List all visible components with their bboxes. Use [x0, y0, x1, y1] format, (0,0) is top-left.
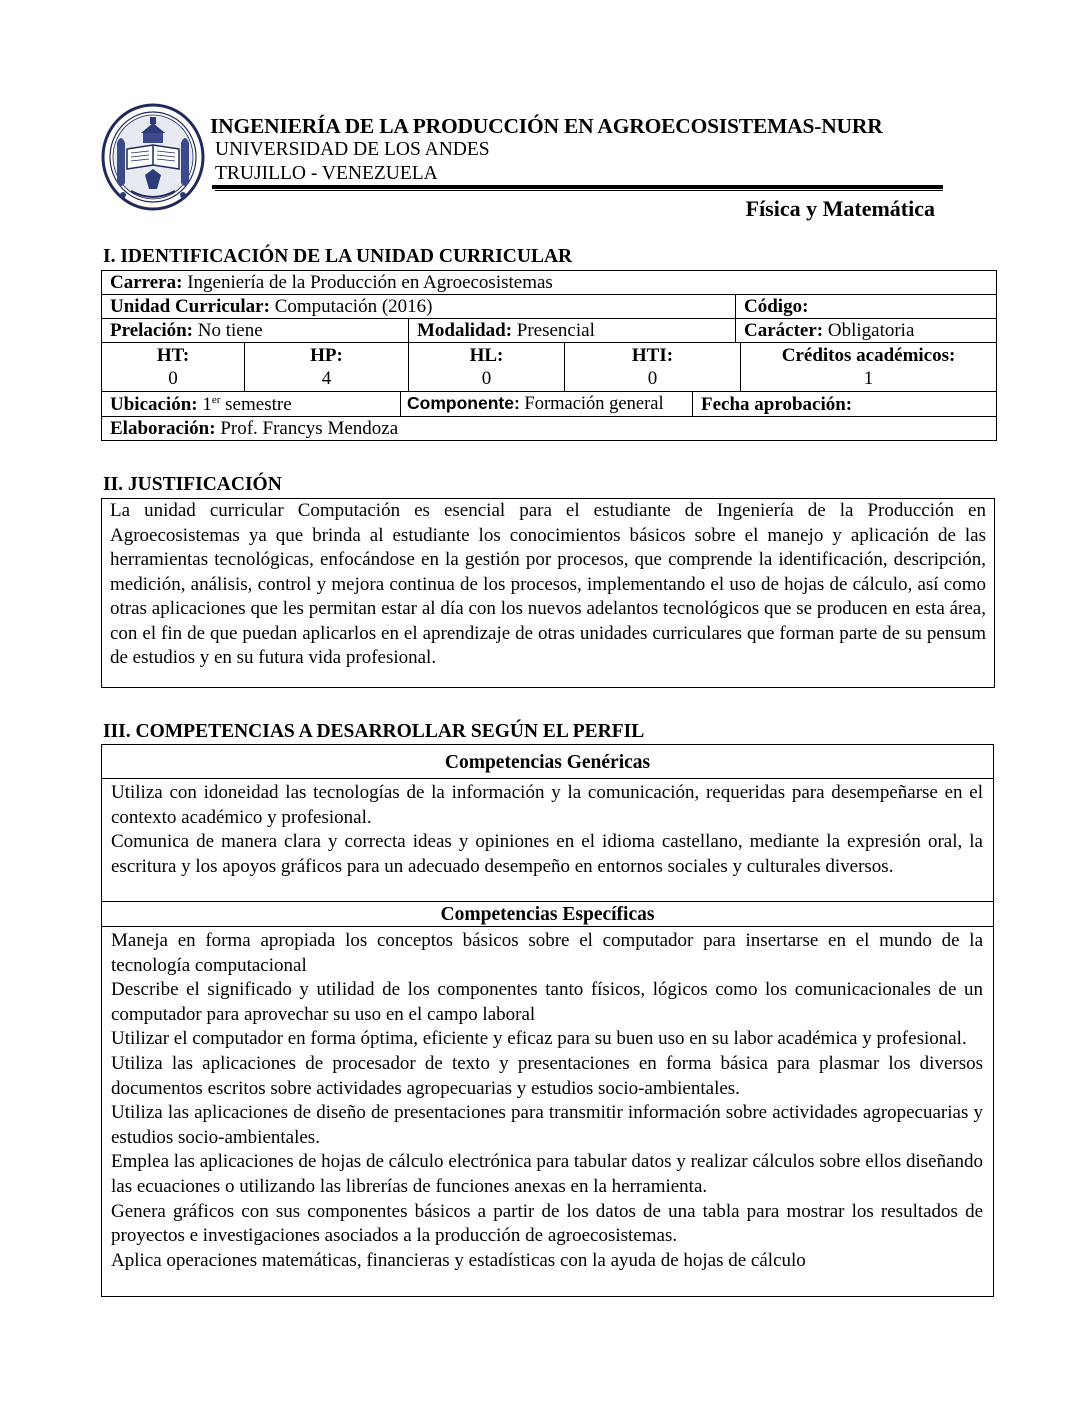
- hp-value: 4: [321, 368, 332, 389]
- competencia-especifica-item: Utiliza las aplicaciones de diseño de presentaciones para transmitir información sobre actividades agropecuarias y estudios socio-ambientales.: [111, 1102, 983, 1148]
- university-name: UNIVERSIDAD DE LOS ANDES: [215, 139, 490, 160]
- creditos-cell: [741, 343, 997, 392]
- hp-cell: [245, 343, 409, 392]
- hl-cell: [409, 343, 565, 392]
- unidad-label: Unidad Curricular:: [110, 296, 270, 317]
- codigo-cell: [736, 295, 997, 319]
- ubicacion-label: Ubicación:: [110, 393, 198, 415]
- section-title-justificacion: II. JUSTIFICACIÓN: [103, 474, 282, 495]
- department-area: Física y Matemática: [745, 196, 935, 221]
- hti-cell: [565, 343, 741, 392]
- competencia-generica-item: Utiliza con idoneidad las tecnologías de la información y la comunicación, requeridas para desempeñarse en el contexto académico y profesional.: [111, 782, 983, 828]
- modalidad-label: Modalidad:: [417, 320, 513, 341]
- location-line: TRUJILLO - VENEZUELA: [215, 163, 438, 184]
- competencias-genericas-heading: Competencias Genéricas: [102, 745, 993, 779]
- ht-value: 0: [168, 368, 178, 389]
- codigo-label: Código:: [744, 296, 809, 317]
- section-title-identificacion: I. IDENTIFICACIÓN DE LA UNIDAD CURRICULAR: [103, 246, 573, 267]
- modalidad-cell: [409, 319, 736, 343]
- identification-table: [101, 270, 997, 441]
- hti-value: 0: [647, 368, 658, 389]
- carrera-value: Ingeniería de la Producción en Agroecosistemas: [182, 272, 553, 293]
- section-title-competencias: III. COMPETENCIAS A DESARROLLAR SEGÚN EL PERFIL: [103, 721, 645, 742]
- justificacion-text: La unidad curricular Computación es esencial para el estudiante de Ingeniería de la Producción en Agroecosistemas ya que brinda al estudiante los conocimientos básicos sobre el manejo y aplicación de las herramientas tecnológicas, enfocándose en la gestión por procesos, que comprende la identificación, descripción, medición, análisis, control y mejora continua de los procesos, implementando el uso de hojas de cálculo, así como otras aplicaciones que les permitan estar al día con los nuevos adelantos tecnológicos que se producen en esta área, con el fin de que puedan aplicarlos en el aprendizaje de otras unidades curriculares que forman parte de su pensum de estudios y en su futura vida profesional.: [101, 498, 995, 688]
- competencia-especifica-item: Genera gráficos con sus componentes básicos a partir de los datos de una tabla para mostrar los resultados de proyectos e investigaciones asociados a la producción de agroecosistemas.: [111, 1200, 983, 1247]
- hl-label: HL:: [469, 345, 504, 366]
- elaboracion-cell: [102, 417, 997, 441]
- caracter-label: Carácter:: [744, 320, 824, 341]
- prelacion-cell: [102, 319, 409, 343]
- competencia-generica-item: Comunica de manera clara y correcta ideas y opiniones en el idioma castellano, mediante la expresión oral, la escritura y los apoyos gráficos para un adecuado desempeño en entornos sociales y culturales diversos.: [111, 831, 983, 877]
- competencia-especifica-item: Utilizar el computador en forma óptima, eficiente y eficaz para su buen uso en su labor académica y profesional.: [111, 1028, 967, 1050]
- header-rule: [212, 185, 943, 189]
- university-seal-logo: [101, 103, 205, 211]
- prelacion-label: Prelación:: [110, 320, 194, 341]
- competencias-table: [101, 744, 994, 1297]
- ubicacion-number: 1: [197, 393, 212, 415]
- carrera-label: Carrera:: [110, 272, 183, 293]
- modalidad-value: Presencial: [512, 320, 595, 341]
- creditos-value: 1: [863, 368, 874, 389]
- fecha-cell: [693, 392, 997, 417]
- componente-label: Componente:: [407, 393, 520, 413]
- elaboracion-value: Prof. Francys Mendoza: [215, 418, 399, 439]
- competencias-especificas-heading: Competencias Específicas: [102, 901, 993, 927]
- ubicacion-cell: [102, 392, 401, 417]
- competencia-especifica-item: Utiliza las aplicaciones de procesador de texto y presentaciones en forma básica para plasmar los diversos documentos escritos sobre actividades agropecuarias y estudios socio-ambientales.: [111, 1052, 983, 1099]
- caracter-cell: [736, 319, 997, 343]
- unidad-cell: [102, 295, 736, 319]
- competencias-especificas-body: [102, 927, 993, 1293]
- competencias-genericas-body: [102, 779, 993, 901]
- elaboracion-label: Elaboración:: [110, 418, 216, 439]
- prelacion-value: No tiene: [193, 320, 263, 341]
- header-rule-thin: [215, 190, 943, 191]
- caracter-value: Obligatoria: [823, 320, 915, 341]
- fecha-label: Fecha aprobación:: [701, 393, 853, 415]
- ubicacion-rest: semestre: [220, 393, 292, 415]
- ubicacion-ordinal: er: [211, 393, 221, 406]
- componente-value: Formación general: [519, 394, 664, 414]
- competencia-especifica-item: Maneja en forma apropiada los conceptos básicos sobre el computador para insertarse en el mundo de la tecnología computacional: [111, 930, 983, 976]
- competencia-especifica-item: Describe el significado y utilidad de los componentes tanto físicos, lógicos como los comunicacionales de un computador para aprovechar su uso en el campo laboral: [111, 979, 983, 1025]
- hl-value: 0: [481, 368, 492, 389]
- creditos-label: Créditos académicos:: [781, 345, 956, 366]
- hp-label: HP:: [310, 345, 343, 366]
- ht-label: HT:: [156, 345, 190, 366]
- competencia-especifica-item: Aplica operaciones matemáticas, financieras y estadísticas con la ayuda de hojas de cálculo: [111, 1249, 806, 1271]
- componente-cell: [401, 392, 693, 417]
- competencia-especifica-item: Emplea las aplicaciones de hojas de cálculo electrónica para tabular datos y realizar cálculos sobre ellos diseñando las ecuaciones o utilizando las librerías de funciones anexas en la herramienta.: [111, 1151, 983, 1197]
- unidad-value: Computación (2016): [269, 296, 433, 317]
- carrera-cell: [102, 271, 997, 295]
- hti-label: HTI:: [631, 345, 674, 366]
- ht-cell: [102, 343, 245, 392]
- institution-title: INGENIERÍA DE LA PRODUCCIÓN EN AGROECOSISTEMAS-NURR: [210, 114, 883, 138]
